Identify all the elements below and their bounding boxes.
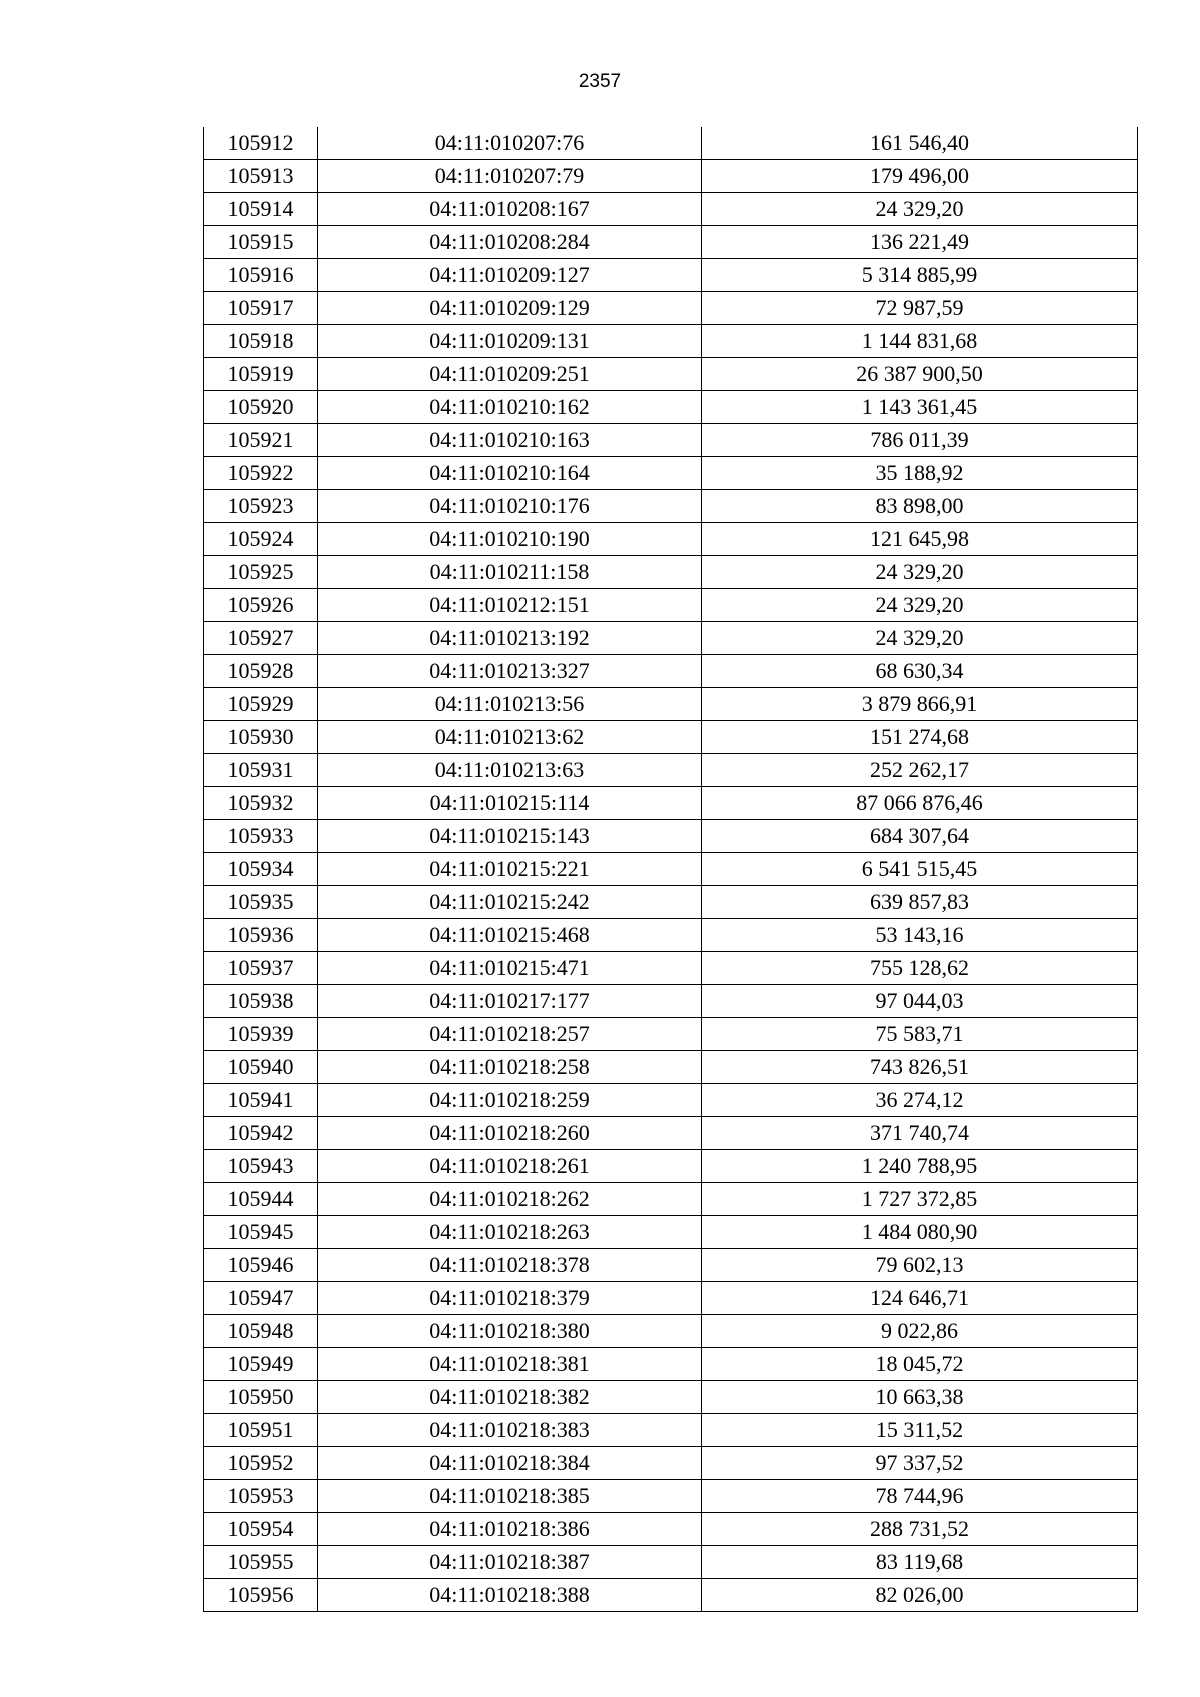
cadastral-number-cell: 04:11:010218:379 bbox=[318, 1282, 702, 1315]
table-row bbox=[204, 1051, 1138, 1084]
row-number-cell: 105914 bbox=[204, 193, 318, 226]
row-number-cell: 105923 bbox=[204, 490, 318, 523]
row-number-cell: 105921 bbox=[204, 424, 318, 457]
table-row bbox=[204, 589, 1138, 622]
row-number-cell: 105938 bbox=[204, 985, 318, 1018]
cadastral-value-cell: 639 857,83 bbox=[702, 886, 1138, 919]
cadastral-number-cell: 04:11:010218:387 bbox=[318, 1546, 702, 1579]
cadastral-number-cell: 04:11:010213:192 bbox=[318, 622, 702, 655]
cadastral-number-cell: 04:11:010218:385 bbox=[318, 1480, 702, 1513]
row-number-cell: 105943 bbox=[204, 1150, 318, 1183]
cadastral-value-cell: 24 329,20 bbox=[702, 193, 1138, 226]
row-number-cell: 105925 bbox=[204, 556, 318, 589]
table-row bbox=[204, 490, 1138, 523]
table-row bbox=[204, 127, 1138, 160]
table-row bbox=[204, 1249, 1138, 1282]
row-number-cell: 105935 bbox=[204, 886, 318, 919]
cadastral-value-cell: 79 602,13 bbox=[702, 1249, 1138, 1282]
cadastral-number-cell: 04:11:010209:129 bbox=[318, 292, 702, 325]
cadastral-number-cell: 04:11:010210:163 bbox=[318, 424, 702, 457]
cadastral-number-cell: 04:11:010212:151 bbox=[318, 589, 702, 622]
cadastral-number-cell: 04:11:010215:221 bbox=[318, 853, 702, 886]
table-row bbox=[204, 1414, 1138, 1447]
row-number-cell: 105928 bbox=[204, 655, 318, 688]
cadastral-value-cell: 6 541 515,45 bbox=[702, 853, 1138, 886]
cadastral-value-cell: 68 630,34 bbox=[702, 655, 1138, 688]
row-number-cell: 105918 bbox=[204, 325, 318, 358]
cadastral-value-cell: 1 727 372,85 bbox=[702, 1183, 1138, 1216]
table-row bbox=[204, 952, 1138, 985]
cadastral-value-cell: 121 645,98 bbox=[702, 523, 1138, 556]
cadastral-value-cell: 83 119,68 bbox=[702, 1546, 1138, 1579]
cadastral-value-cell: 72 987,59 bbox=[702, 292, 1138, 325]
row-number-cell: 105915 bbox=[204, 226, 318, 259]
cadastral-value-cell: 53 143,16 bbox=[702, 919, 1138, 952]
cadastral-value-table bbox=[203, 127, 1138, 1612]
cadastral-value-cell: 97 044,03 bbox=[702, 985, 1138, 1018]
row-number-cell: 105920 bbox=[204, 391, 318, 424]
cadastral-number-cell: 04:11:010215:468 bbox=[318, 919, 702, 952]
row-number-cell: 105939 bbox=[204, 1018, 318, 1051]
cadastral-number-cell: 04:11:010218:258 bbox=[318, 1051, 702, 1084]
cadastral-number-cell: 04:11:010213:63 bbox=[318, 754, 702, 787]
table-row bbox=[204, 424, 1138, 457]
row-number-cell: 105926 bbox=[204, 589, 318, 622]
table-row bbox=[204, 1150, 1138, 1183]
cadastral-value-cell: 15 311,52 bbox=[702, 1414, 1138, 1447]
table-row bbox=[204, 1216, 1138, 1249]
cadastral-number-cell: 04:11:010218:378 bbox=[318, 1249, 702, 1282]
row-number-cell: 105932 bbox=[204, 787, 318, 820]
cadastral-number-cell: 04:11:010207:79 bbox=[318, 160, 702, 193]
cadastral-value-cell: 75 583,71 bbox=[702, 1018, 1138, 1051]
cadastral-value-cell: 161 546,40 bbox=[702, 127, 1138, 160]
cadastral-number-cell: 04:11:010215:471 bbox=[318, 952, 702, 985]
cadastral-value-cell: 10 663,38 bbox=[702, 1381, 1138, 1414]
table-row bbox=[204, 1117, 1138, 1150]
table-row bbox=[204, 622, 1138, 655]
table-row bbox=[204, 1084, 1138, 1117]
cadastral-number-cell: 04:11:010213:56 bbox=[318, 688, 702, 721]
row-number-cell: 105924 bbox=[204, 523, 318, 556]
row-number-cell: 105936 bbox=[204, 919, 318, 952]
cadastral-value-cell: 83 898,00 bbox=[702, 490, 1138, 523]
cadastral-value-cell: 1 144 831,68 bbox=[702, 325, 1138, 358]
table-row bbox=[204, 1282, 1138, 1315]
table-row bbox=[204, 820, 1138, 853]
cadastral-number-cell: 04:11:010218:259 bbox=[318, 1084, 702, 1117]
cadastral-value-cell: 786 011,39 bbox=[702, 424, 1138, 457]
row-number-cell: 105913 bbox=[204, 160, 318, 193]
cadastral-number-cell: 04:11:010210:162 bbox=[318, 391, 702, 424]
row-number-cell: 105940 bbox=[204, 1051, 318, 1084]
table-row bbox=[204, 655, 1138, 688]
cadastral-value-cell: 371 740,74 bbox=[702, 1117, 1138, 1150]
cadastral-number-cell: 04:11:010210:190 bbox=[318, 523, 702, 556]
cadastral-value-cell: 9 022,86 bbox=[702, 1315, 1138, 1348]
cadastral-value-cell: 78 744,96 bbox=[702, 1480, 1138, 1513]
cadastral-number-cell: 04:11:010218:381 bbox=[318, 1348, 702, 1381]
table-row bbox=[204, 160, 1138, 193]
cadastral-number-cell: 04:11:010209:131 bbox=[318, 325, 702, 358]
cadastral-number-cell: 04:11:010209:251 bbox=[318, 358, 702, 391]
table-row bbox=[204, 985, 1138, 1018]
cadastral-value-cell: 3 879 866,91 bbox=[702, 688, 1138, 721]
cadastral-value-cell: 36 274,12 bbox=[702, 1084, 1138, 1117]
row-number-cell: 105929 bbox=[204, 688, 318, 721]
cadastral-number-cell: 04:11:010218:382 bbox=[318, 1381, 702, 1414]
cadastral-value-cell: 87 066 876,46 bbox=[702, 787, 1138, 820]
cadastral-number-cell: 04:11:010218:386 bbox=[318, 1513, 702, 1546]
cadastral-value-cell: 97 337,52 bbox=[702, 1447, 1138, 1480]
cadastral-value-cell: 24 329,20 bbox=[702, 589, 1138, 622]
cadastral-number-cell: 04:11:010218:261 bbox=[318, 1150, 702, 1183]
table-row bbox=[204, 853, 1138, 886]
table-row bbox=[204, 886, 1138, 919]
cadastral-number-cell: 04:11:010218:263 bbox=[318, 1216, 702, 1249]
row-number-cell: 105934 bbox=[204, 853, 318, 886]
cadastral-number-cell: 04:11:010218:383 bbox=[318, 1414, 702, 1447]
cadastral-value-cell: 1 240 788,95 bbox=[702, 1150, 1138, 1183]
cadastral-value-cell: 5 314 885,99 bbox=[702, 259, 1138, 292]
row-number-cell: 105937 bbox=[204, 952, 318, 985]
cadastral-value-cell: 24 329,20 bbox=[702, 622, 1138, 655]
cadastral-number-cell: 04:11:010213:327 bbox=[318, 655, 702, 688]
table-row bbox=[204, 226, 1138, 259]
cadastral-number-cell: 04:11:010218:380 bbox=[318, 1315, 702, 1348]
cadastral-value-cell: 24 329,20 bbox=[702, 556, 1138, 589]
table-row bbox=[204, 325, 1138, 358]
table-row bbox=[204, 556, 1138, 589]
row-number-cell: 105953 bbox=[204, 1480, 318, 1513]
cadastral-number-cell: 04:11:010218:257 bbox=[318, 1018, 702, 1051]
cadastral-value-cell: 1 484 080,90 bbox=[702, 1216, 1138, 1249]
table-row bbox=[204, 1315, 1138, 1348]
cadastral-number-cell: 04:11:010209:127 bbox=[318, 259, 702, 292]
cadastral-value-cell: 124 646,71 bbox=[702, 1282, 1138, 1315]
row-number-cell: 105922 bbox=[204, 457, 318, 490]
cadastral-value-cell: 82 026,00 bbox=[702, 1579, 1138, 1612]
row-number-cell: 105956 bbox=[204, 1579, 318, 1612]
table-row bbox=[204, 688, 1138, 721]
cadastral-value-cell: 179 496,00 bbox=[702, 160, 1138, 193]
row-number-cell: 105927 bbox=[204, 622, 318, 655]
table-row bbox=[204, 1381, 1138, 1414]
cadastral-number-cell: 04:11:010210:176 bbox=[318, 490, 702, 523]
table-row bbox=[204, 1348, 1138, 1381]
row-number-cell: 105931 bbox=[204, 754, 318, 787]
table-row bbox=[204, 457, 1138, 490]
row-number-cell: 105947 bbox=[204, 1282, 318, 1315]
row-number-cell: 105944 bbox=[204, 1183, 318, 1216]
table-row bbox=[204, 754, 1138, 787]
cadastral-value-cell: 743 826,51 bbox=[702, 1051, 1138, 1084]
table-row bbox=[204, 523, 1138, 556]
cadastral-number-cell: 04:11:010217:177 bbox=[318, 985, 702, 1018]
row-number-cell: 105955 bbox=[204, 1546, 318, 1579]
row-number-cell: 105950 bbox=[204, 1381, 318, 1414]
cadastral-number-cell: 04:11:010215:242 bbox=[318, 886, 702, 919]
cadastral-value-cell: 26 387 900,50 bbox=[702, 358, 1138, 391]
row-number-cell: 105941 bbox=[204, 1084, 318, 1117]
table-body bbox=[204, 127, 1138, 1612]
cadastral-number-cell: 04:11:010207:76 bbox=[318, 127, 702, 160]
table-row bbox=[204, 1447, 1138, 1480]
table-row bbox=[204, 391, 1138, 424]
table-row bbox=[204, 1480, 1138, 1513]
table-row bbox=[204, 259, 1138, 292]
row-number-cell: 105912 bbox=[204, 127, 318, 160]
cadastral-value-cell: 684 307,64 bbox=[702, 820, 1138, 853]
row-number-cell: 105946 bbox=[204, 1249, 318, 1282]
cadastral-number-cell: 04:11:010210:164 bbox=[318, 457, 702, 490]
cadastral-value-cell: 288 731,52 bbox=[702, 1513, 1138, 1546]
cadastral-number-cell: 04:11:010218:388 bbox=[318, 1579, 702, 1612]
row-number-cell: 105942 bbox=[204, 1117, 318, 1150]
table-row bbox=[204, 1183, 1138, 1216]
row-number-cell: 105916 bbox=[204, 259, 318, 292]
row-number-cell: 105919 bbox=[204, 358, 318, 391]
cadastral-value-cell: 136 221,49 bbox=[702, 226, 1138, 259]
page-number: 2357 bbox=[578, 71, 622, 92]
table-row bbox=[204, 193, 1138, 226]
cadastral-value-cell: 151 274,68 bbox=[702, 721, 1138, 754]
table-row bbox=[204, 1513, 1138, 1546]
cadastral-number-cell: 04:11:010215:143 bbox=[318, 820, 702, 853]
cadastral-value-cell: 1 143 361,45 bbox=[702, 391, 1138, 424]
cadastral-value-cell: 252 262,17 bbox=[702, 754, 1138, 787]
cadastral-number-cell: 04:11:010218:384 bbox=[318, 1447, 702, 1480]
cadastral-number-cell: 04:11:010218:260 bbox=[318, 1117, 702, 1150]
table-row bbox=[204, 919, 1138, 952]
row-number-cell: 105933 bbox=[204, 820, 318, 853]
table-row bbox=[204, 1579, 1138, 1612]
row-number-cell: 105917 bbox=[204, 292, 318, 325]
table-row bbox=[204, 292, 1138, 325]
cadastral-value-cell: 35 188,92 bbox=[702, 457, 1138, 490]
row-number-cell: 105949 bbox=[204, 1348, 318, 1381]
cadastral-value-cell: 755 128,62 bbox=[702, 952, 1138, 985]
cadastral-number-cell: 04:11:010208:167 bbox=[318, 193, 702, 226]
table-row bbox=[204, 721, 1138, 754]
table-row bbox=[204, 1546, 1138, 1579]
cadastral-number-cell: 04:11:010213:62 bbox=[318, 721, 702, 754]
table-row bbox=[204, 1018, 1138, 1051]
table-row bbox=[204, 358, 1138, 391]
row-number-cell: 105948 bbox=[204, 1315, 318, 1348]
cadastral-number-cell: 04:11:010215:114 bbox=[318, 787, 702, 820]
cadastral-number-cell: 04:11:010211:158 bbox=[318, 556, 702, 589]
row-number-cell: 105951 bbox=[204, 1414, 318, 1447]
table-row bbox=[204, 787, 1138, 820]
row-number-cell: 105945 bbox=[204, 1216, 318, 1249]
row-number-cell: 105952 bbox=[204, 1447, 318, 1480]
row-number-cell: 105954 bbox=[204, 1513, 318, 1546]
cadastral-value-cell: 18 045,72 bbox=[702, 1348, 1138, 1381]
row-number-cell: 105930 bbox=[204, 721, 318, 754]
cadastral-number-cell: 04:11:010218:262 bbox=[318, 1183, 702, 1216]
cadastral-number-cell: 04:11:010208:284 bbox=[318, 226, 702, 259]
